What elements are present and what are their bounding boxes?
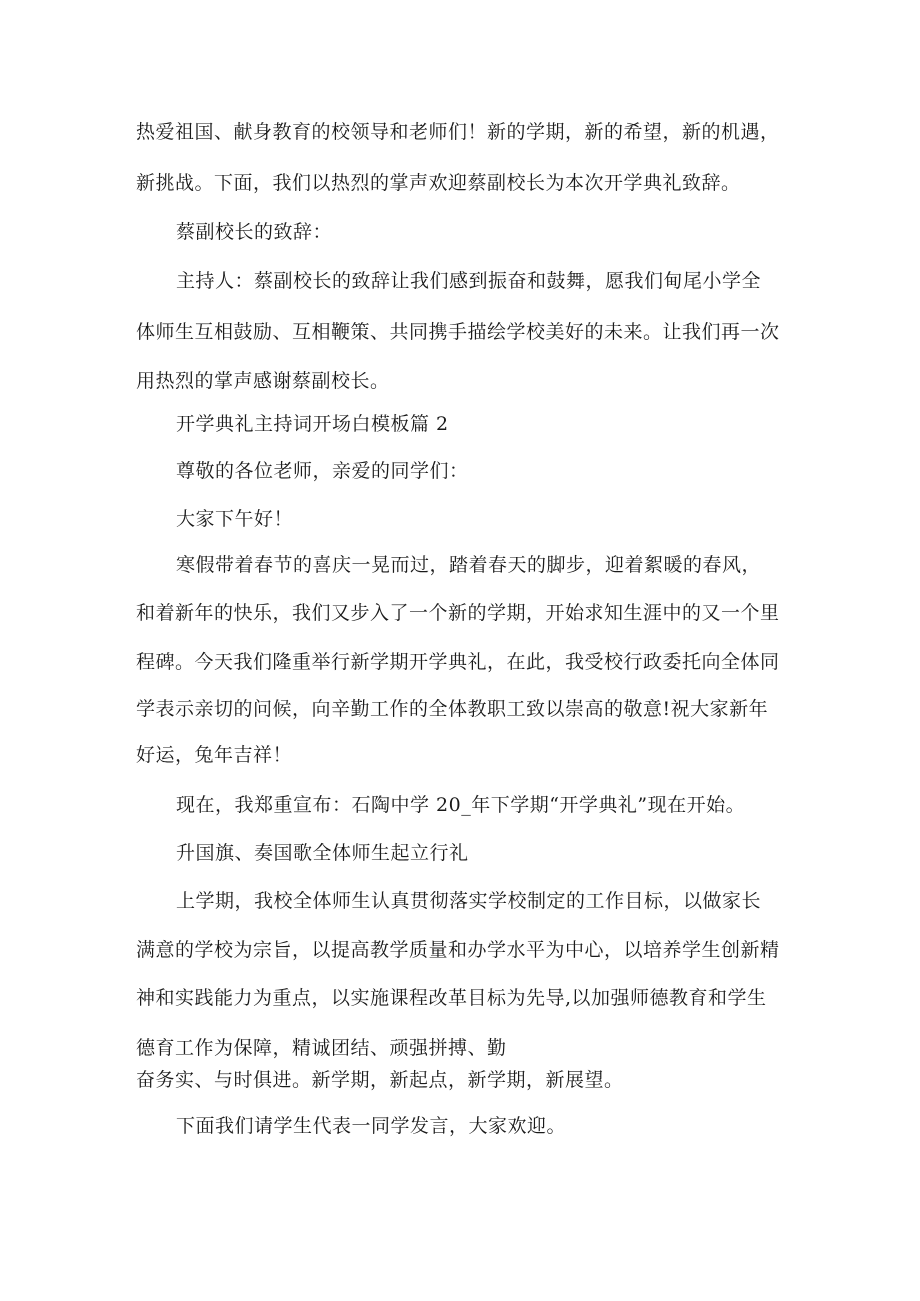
text-line: 升国旗、奏国歌全体师生起立行礼: [176, 842, 469, 864]
text-line: 学表示亲切的问候，向辛勤工作的全体教职工致以崇高的敬意!祝大家新年: [136, 698, 769, 720]
text-line: 德育工作为保障，精诚团结、顽强拼搏、勤: [136, 1037, 507, 1059]
text-line: 用热烈的掌声感谢蔡副校长。: [136, 370, 390, 392]
text-line: 程碑。今天我们隆重举行新学期开学典礼，在此，我受校行政委托向全体同: [136, 651, 780, 673]
text-line: 神和实践能力为重点，以实施课程改革目标为先导,以加强师德教育和学生: [136, 987, 767, 1009]
text-line: 新挑战。下面，我们以热烈的掌声欢迎蔡副校长为本次开学典礼致辞。: [136, 172, 741, 194]
text-line: 和着新年的快乐，我们又步入了一个新的学期，开始求知生涯中的又一个里: [136, 602, 780, 624]
text-line: 大家下午好！: [176, 508, 294, 530]
text-line: 下面我们请学生代表一同学发言，大家欢迎。: [176, 1115, 567, 1137]
text-line: 寒假带着春节的喜庆一晃而过，踏着春天的脚步，迎着絮暖的春风，: [176, 554, 762, 576]
text-line: 现在，我郑重宣布：石陶中学 20_年下学期“开学典礼”现在开始。: [176, 794, 746, 816]
text-line: 主持人：蔡副校长的致辞让我们感到振奋和鼓舞，愿我们甸尾小学全: [176, 270, 762, 292]
text-line: 奋务实、与时俱进。新学期，新起点，新学期，新展望。: [136, 1069, 624, 1091]
text-line: 尊敬的各位老师，亲爱的同学们：: [176, 460, 469, 482]
text-line: 热爱祖国、献身教育的校领导和老师们！新的学期，新的希望，新的机遇，: [136, 121, 780, 143]
text-line: 满意的学校为宗旨，以提高教学质量和办学水平为中心，以培养学生创新精: [136, 939, 780, 961]
text-line: 蔡副校长的致辞：: [176, 221, 333, 243]
section-heading: 开学典礼主持词开场白模板篇 2: [176, 413, 449, 435]
text-line: 好运，兔年吉祥！: [136, 744, 293, 766]
text-line: 体师生互相鼓励、互相鞭策、共同携手描绘学校美好的未来。让我们再一次: [136, 321, 780, 343]
text-line: 上学期，我校全体师生认真贯彻落实学校制定的工作目标，以做家长: [176, 890, 762, 912]
